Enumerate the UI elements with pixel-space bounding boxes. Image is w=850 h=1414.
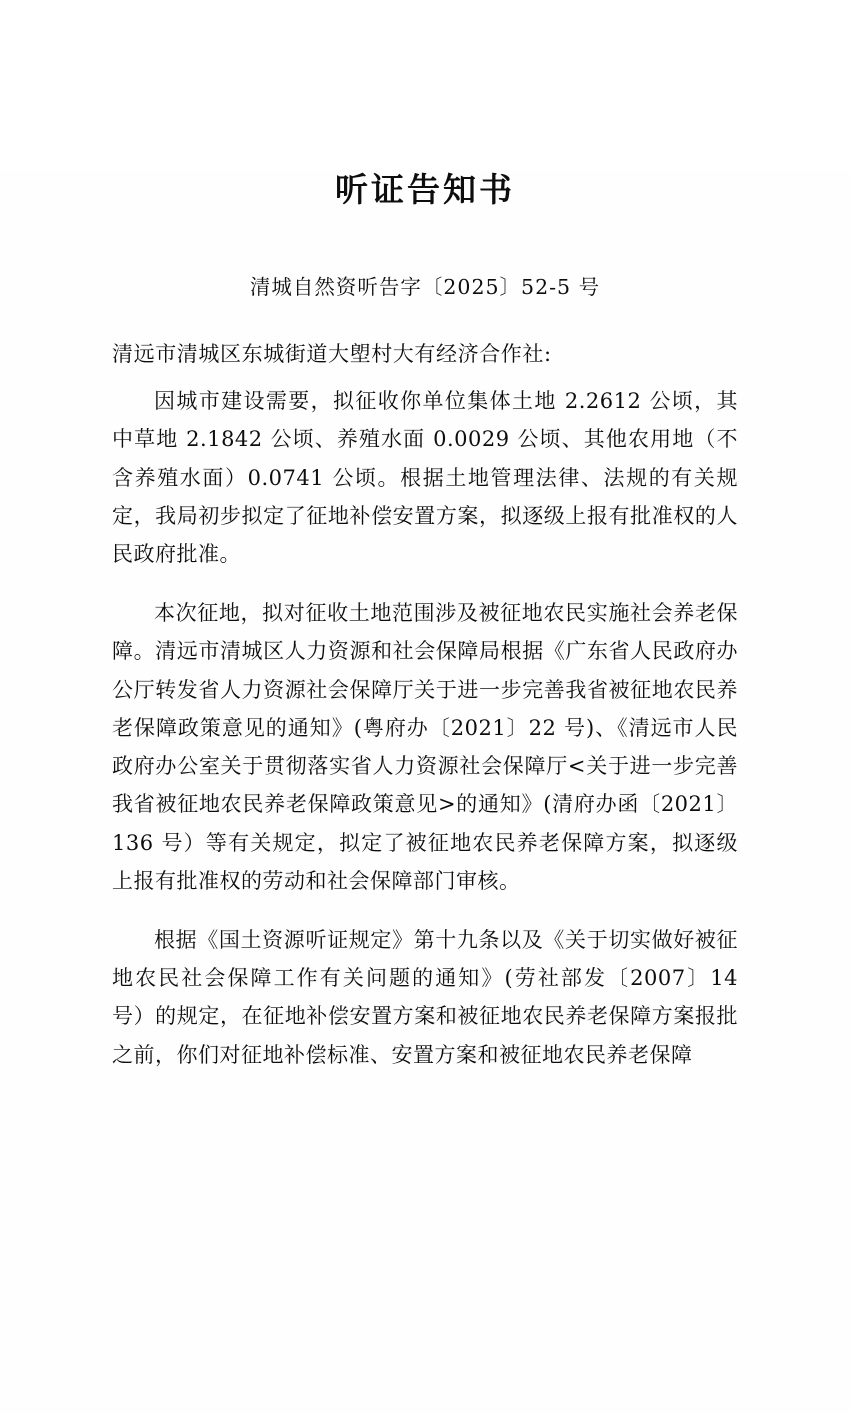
paragraph: 根据《国土资源听证规定》第十九条以及《关于切实做好被征地农民社会保障工作有关问题的通知》(劳社部发〔2007〕14 号）的规定，在征地补偿安置方案和被征地农民养老保障方案报批之前，你们对征地补偿标准、安置方案和被征地农民养老保障	[112, 927, 738, 1067]
document-page	[0, 170, 850, 1414]
paragraph: 因城市建设需要，拟征收你单位集体土地 2.2612 公顷，其中草地 2.1842 公顷、养殖水面 0.0029 公顷、其他农用地（不含养殖水面）0.0741 公顷。根据土地管理法律、法规的有关规定，我局初步拟定了征地补偿安置方案，拟逐级上报有批准权的人民政府批准。	[112, 389, 738, 567]
recipient-line: 清远市清城区东城街道大塱村大有经济合作社:	[112, 341, 552, 366]
document-body	[112, 382, 738, 1074]
paragraph: 本次征地，拟对征收土地范围涉及被征地农民实施社会养老保障。清远市清城区人力资源和社会保障局根据《广东省人民政府办公厅转发省人力资源社会保障厅关于进一步完善我省被征地农民养老保障政策意见的通知》(粤府办〔2021〕22 号)、《清远市人民政府办公室关于贯彻落实省人力资源社会保障厅<关于进一步完善我省被征地农民养老保障政策意见>的通知》(清府办函〔2021〕136 号）等有关规定，拟定了被征地农民养老保障方案，拟逐级上报有批准权的劳动和社会保障部门审核。	[112, 601, 738, 893]
document-number: 清城自然资听告字〔2025〕52-5 号	[249, 274, 601, 299]
page-title: 听证告知书	[335, 170, 515, 209]
